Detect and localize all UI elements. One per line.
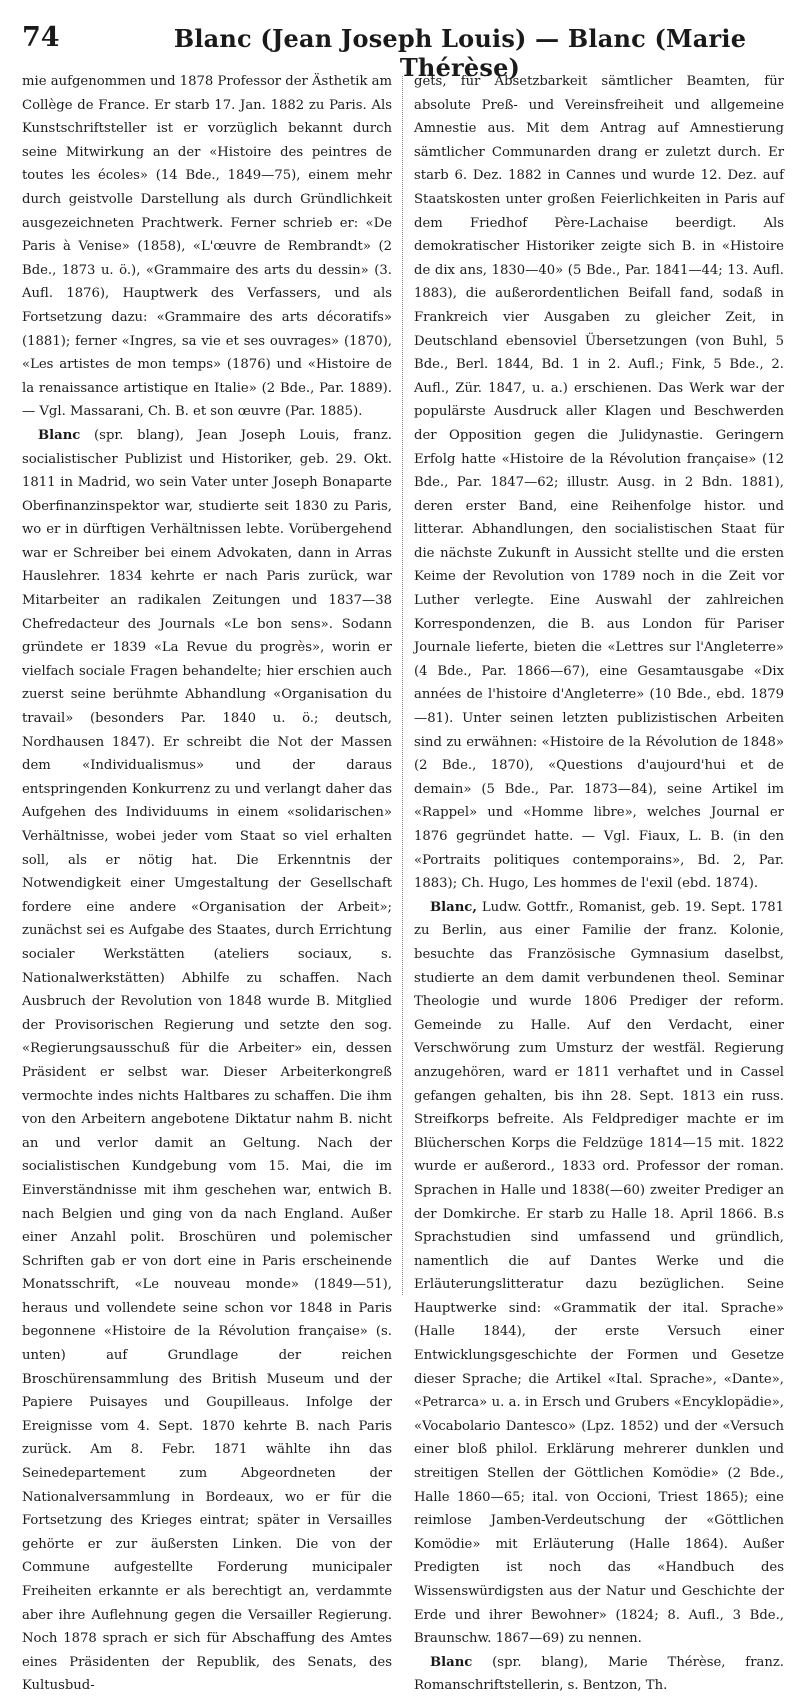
- paragraph: [22, 70, 392, 424]
- column-divider: [402, 76, 403, 1295]
- paragraph: [414, 70, 784, 896]
- entry-headword: Blanc,: [430, 899, 477, 915]
- running-title: Blanc (Jean Joseph Louis) — Blanc (Marie Thérèse): [173, 24, 747, 82]
- entry-headword: Blanc: [430, 1654, 473, 1670]
- entry-text: (spr. blang), Marie Thérèse, franz. Romanschriftstellerin, s. Bentzon, Th.: [414, 1654, 784, 1694]
- paragraph-text: mie aufgenommen und 1878 Professor der Ästhetik am Collège de France. Er starb 17. Jan. 1882 zu Paris. Als Kunstschriftsteller ist er vorzüglich bekannt durch seine Mitwirkung an der «Histoire des peintres de toutes les écoles» (14 Bde., 1849—75), einem mehr durch geistvolle Darstellung als durch Gründlichkeit ausgezeichneten Prachtwerk. Ferner schrieb er: «De Paris à Venise» (1858), «L'œuvre de Rembrandt» (2 Bde., 1873 u. ö.), «Grammaire des arts du dessin» (3. Aufl. 1876), Hauptwerk des Verfassers, und als Fortsetzung dazu: «Grammaire des arts décoratifs» (1881); ferner «Ingres, sa vie et ses ouvrages» (1870), «Les artistes de mon temps» (1876) und «Histoire de la renaissance artistique en Italie» (2 Bde., Par. 1889). — Vgl. Massarani, Ch. B. et son œuvre (Par. 1885).: [22, 74, 392, 420]
- paragraph-text: gets, für Absetzbarkeit sämtlicher Beamten, für absolute Preß- und Vereinsfreiheit und allgemeine Amnestie aus. Mit dem Antrag auf Amnestierung sämtlicher Communarden drang er zuletzt durch. Er starb 6. Dez. 1882 in Cannes und wurde 12. Dez. auf Staatskosten unter großen Feierlichkeiten in Paris auf dem Friedhof Père-Lachaise beerdigt. Als demokratischer Historiker zeigte sich B. in «Histoire de dix ans, 1830—40» (5 Bde., Par. 1841—44; 13. Aufl. 1883), die außerordentlichen Beifall fand, sodaß in Frankreich vier Ausgaben zu gleicher Zeit, in Deutschland ebensoviel Übersetzungen (von Buhl, 5 Bde., Berl. 1844, Bd. 1 in 2. Aufl.; Fink, 5 Bde., 2. Aufl., Zür. 1847, u. a.) erschienen. Das Werk war der populärste Ausdruck aller Klagen und Beschwerden der Opposition gegen die Julidynastie. Geringern Erfolg hatte «Histoire de la Révolution française» (12 Bde., Par. 1847—62; illustr. Ausg. in 2 Bdn. 1881), deren erster Band, eine Reihenfolge histor. und litterar. Abhandlungen, den socialistischen Staat für die nächste Zukunft in Aussicht stellte und die ersten Keime der Revolution von 1789 noch in die Zeit vor Luther verlegte. Eine Auswahl der zahlreichen Korrespondenzen, die B. aus London für Pariser Journale lieferte, bieten die «Lettres sur l'Angleterre» (4 Bde., Par. 1866—67), eine Gesamtausgabe «Dix années de l'histoire d'Angleterre» (10 Bde., ebd. 1879—81). Unter seinen letzten publizistischen Arbeiten sind zu erwähnen: «Histoire de la Révolution de 1848» (2 Bde., 1870), «Questions d'aujourd'hui et de demain» (5 Bde., Par. 1873—84), seine Artikel im «Rappel» und «Homme libre», welches Journal er 1876 gegründet hatte. — Vgl. Fiaux, L. B. (in den «Portraits politiques contemporains», Bd. 2, Par. 1883); Ch. Hugo, Les hommes de l'exil (ebd. 1874).: [414, 74, 784, 892]
- page-number: 74: [22, 22, 60, 53]
- entry-blanc-marie: [414, 1651, 784, 1698]
- entry-text: Ludw. Gottfr., Romanist, geb. 19. Sept. 1781 zu Berlin, aus einer Familie der franz. Kolonie, besuchte das Französische Gymnasium daselbst, studierte an dem damit verbundenen theol. Seminar Theologie und wurde 1806 Prediger der reform. Gemeinde zu Halle. Auf den Verdacht, einer Verschwörung zum Umsturz der westfäl. Regierung anzugehören, ward er 1811 verhaftet und in Cassel gefangen gehalten, bis ihn 28. Sept. 1813 ein russ. Streifkorps befreite. Als Feldprediger machte er im Blücherschen Korps die Feldzüge 1814—15 mit. 1822 wurde er außerord., 1833 ord. Professor der roman. Sprachen in Halle und 1838(—60) zweiter Prediger an der Domkirche. Er starb zu Halle 18. April 1866. B.s Sprachstudien sind umfassend und gründlich, namentlich die auf Dantes Werke und die Erläuterungslitteratur dazu bezüglichen. Seine Hauptwerke sind: «Grammatik der ital. Sprache» (Halle 1844), der erste Versuch einer Entwicklungsgeschichte der Formen und Gesetze dieser Sprache; die Artikel «Ital. Sprache», «Dante», «Petrarca» u. a. in Ersch und Grubers «Encyklopädie», «Vocabolario Dantesco» (Lpz. 1852) und der «Versuch einer bloß philol. Erklärung mehrerer dunklen und streitigen Stellen der Göttlichen Komödie» (2 Bde., Halle 1860—65; ital. von Occioni, Triest 1865); eine reimlose Jamben-Verdeutschung der «Göttlichen Komödie» mit Erläuterung (Halle 1864). Außer Predigten ist noch das «Handbuch des Wissenswürdigsten aus der Natur und Geschichte der Erde und ihrer Bewohner» (1824; 8. Aufl., 3 Bde., Braunschw. 1867—69) zu nennen.: [414, 899, 784, 1647]
- page-header: [22, 18, 778, 82]
- entry-headword: Blanc: [38, 427, 81, 443]
- entry-blanc-louis: [22, 424, 392, 1698]
- right-column: [414, 70, 784, 1698]
- left-column: [22, 70, 392, 1698]
- entry-blanc-ludwig: [414, 896, 784, 1651]
- text-columns: [22, 70, 784, 1694]
- entry-text: (spr. blang), Jean Joseph Louis, franz. socialistischer Publizist und Historiker, geb. 29. Okt. 1811 in Madrid, wo sein Vater unter Joseph Bonaparte Oberfinanzinspektor war, studierte seit 1830 zu Paris, wo er in dürftigen Verhältnissen lebte. Vorübergehend war er Schreiber bei einem Advokaten, dann in Arras Hauslehrer. 1834 kehrte er nach Paris zurück, war Mitarbeiter an radikalen Zeitungen und 1837—38 Chefredacteur des Journals «Le bon sens». Sodann gründete er 1839 «La Revue du progrès», worin er vielfach sociale Fragen behandelte; hier erschien auch zuerst seine berühmte Abhandlung «Organisation du travail» (besonders Par. 1840 u. ö.; deutsch, Nordhausen 1847). Er schreibt die Not der Massen dem «Individualismus» und der daraus entspringenden Konkurrenz zu und verlangt daher das Aufgehen des Individuums in einem «solidarischen» Verhältnisse, wobei jeder vom Staat so viel erhalten soll, als er nötig hat. Die Erkenntnis der Notwendigkeit einer Umgestaltung der Gesellschaft fordere eine andere «Organisation der Arbeit»; zunächst sei es Aufgabe des Staates, durch Errichtung socialer Werkstätten (ateliers sociaux, s. Nationalwerkstätten) Abhilfe zu schaffen. Nach Ausbruch der Revolution von 1848 wurde B. Mitglied der Provisorischen Regierung und setzte den sog. «Regierungsausschuß für die Arbeiter» ein, dessen Präsident er selbst war. Dieser Arbeiterkongreß vermochte indes nichts Haltbares zu schaffen. Die ihm von den Arbeitern angebotene Diktatur nahm B. nicht an und verlor damit an Geltung. Nach der socialistischen Kundgebung vom 15. Mai, die im Einverständnisse mit ihm geschehen war, entwich B. nach Belgien und ging von da nach England. Außer einer Anzahl polit. Broschüren und polemischer Schriften gab er von dort eine in Paris erscheinende Monatsschrift, «Le nouveau monde» (1849—51), heraus und vollendete seine schon vor 1848 in Paris begonnene «Histoire de la Révolution française» (s. unten) auf Grundlage der reichen Broschürensammlung des British Museum und der Papiere Puisayes und Goupilleaus. Infolge der Ereignisse vom 4. Sept. 1870 kehrte B. nach Paris zurück. Am 8. Febr. 1871 wählte ihn das Seinedepartement zum Abgeordneten der Nationalversammlung in Bordeaux, wo er für die Fortsetzung des Krieges eintrat; später in Versailles gehörte er zur äußersten Linken. Die von der Commune aufgestellte Forderung municipaler Freiheiten erkannte er als berechtigt an, verdammte aber ihre Auflehnung gegen die Versailler Regierung. Noch 1878 sprach er sich für Abschaffung des Amtes eines Präsidenten der Republik, des Senats, des Kultusbud-: [22, 427, 392, 1694]
